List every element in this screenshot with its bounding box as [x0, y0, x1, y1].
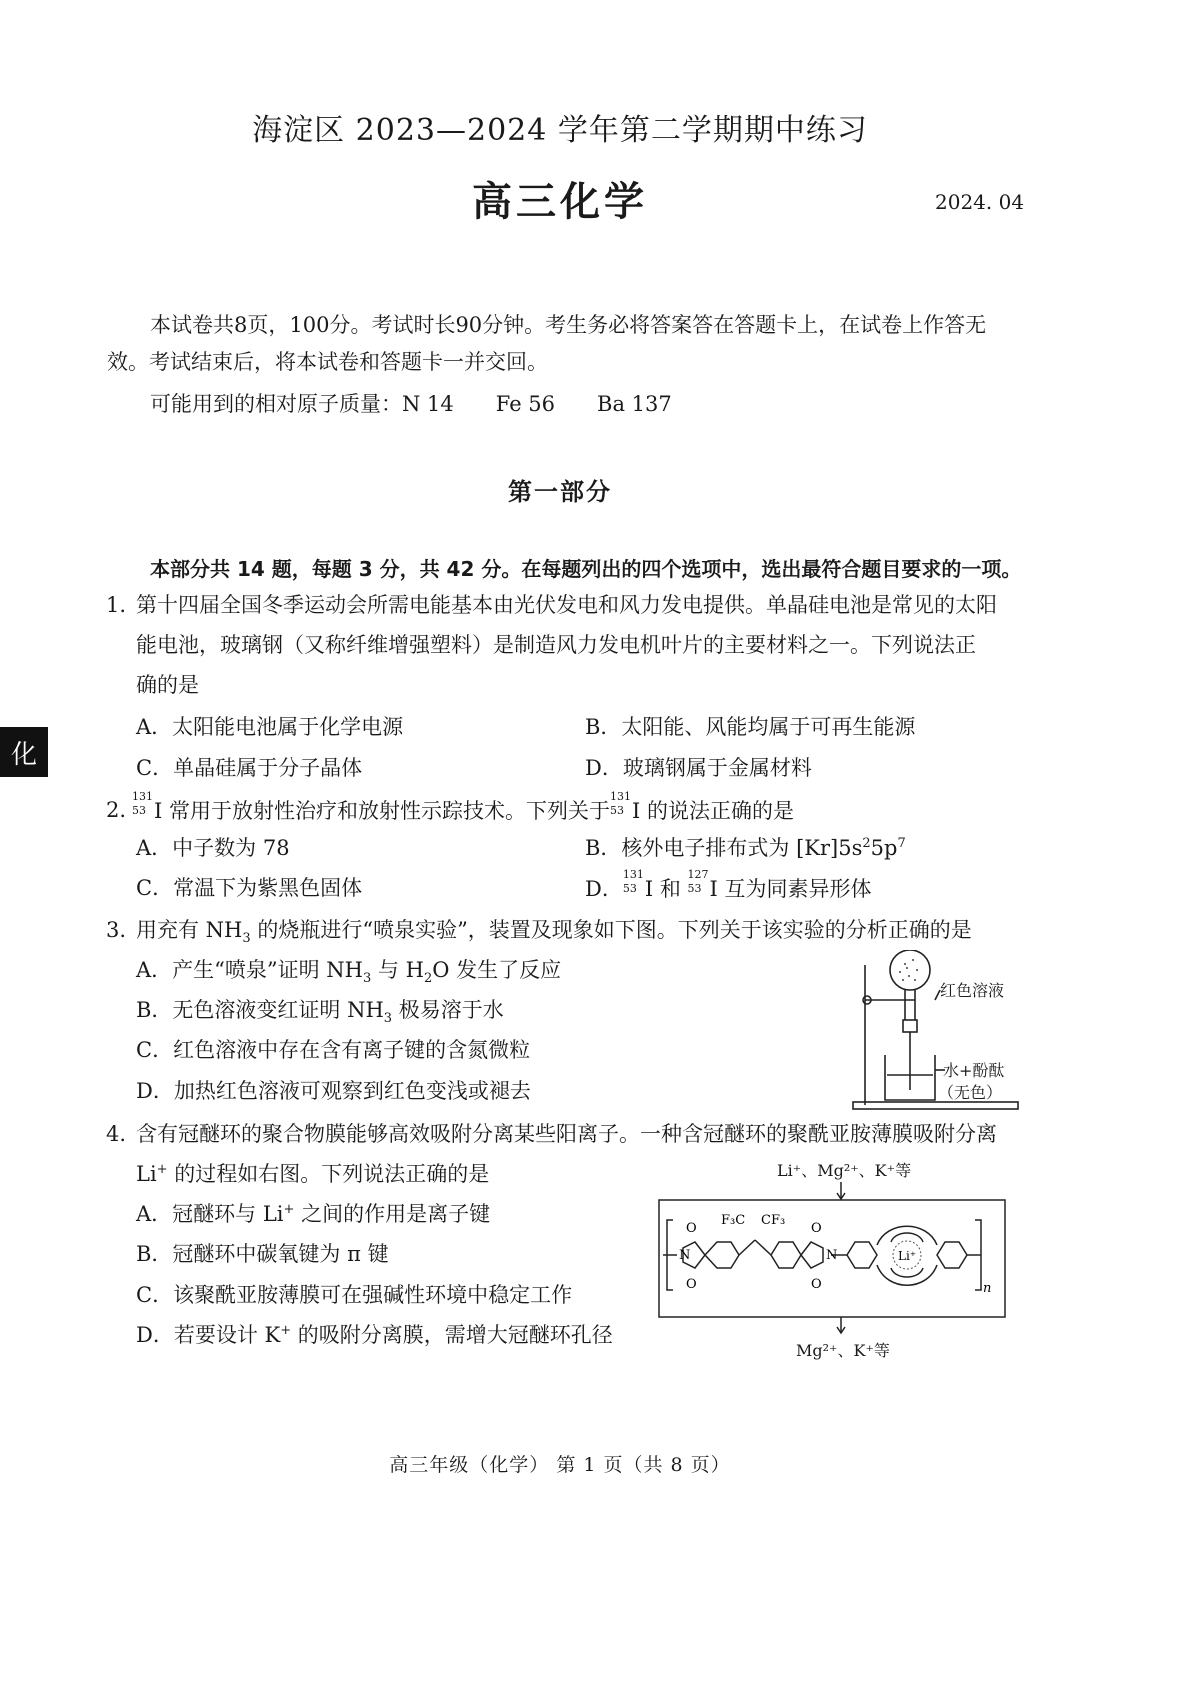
q4-option-b[interactable]: B．冠醚环中碳氧键为 π 键 [136, 1242, 389, 1266]
q2-nuclide-3: 131 53 [622, 868, 644, 895]
q2-option-a[interactable]: A．中子数为 78 [136, 836, 290, 860]
q4-option-d[interactable]: D．若要设计 K+ 的吸附分离膜，需增大冠醚环孔径 [136, 1323, 613, 1347]
q3-stem: 用充有 $NH_3$ 的烧瓶进行“喷泉实验”，装置及现象如下图。下列关于该实验的分析正确的是 [136, 918, 972, 947]
q2-nuclide-2: 131 53 [609, 790, 631, 817]
q4-option-a[interactable]: A．冠醚环与 Li+ 之间的作用是离子键 [136, 1202, 491, 1226]
li-ion-label: Li⁺ [898, 1249, 917, 1263]
q2-option-d[interactable]: D． 131 53 I 和 127 53 I 互为同素异形体 [585, 868, 872, 901]
q2-option-c[interactable]: C．常温下为紫黑色固体 [136, 876, 363, 900]
q2-number: 2. [106, 798, 127, 822]
q1-option-c[interactable]: C．单晶硅属于分子晶体 [136, 756, 363, 780]
q4-option-c[interactable]: C．该聚酰亚胺薄膜可在强碱性环境中稳定工作 [136, 1283, 573, 1307]
q2-nuclide-1: 131 53 [132, 790, 153, 817]
fig-label-water-phenolphthalein: 水+酚酞 [943, 1061, 1005, 1080]
q2-nuclide-4: 127 53 [687, 868, 709, 895]
exam-date: 2024. 04 [935, 190, 1025, 214]
flask-stopper [903, 1020, 917, 1032]
stand-base [853, 1102, 1018, 1109]
q4-stem-line-2: Li+ 的过程如右图。下列说法正确的是 [136, 1162, 490, 1186]
benzene-ring-1 [705, 1242, 739, 1268]
svg-text:O: O [686, 1221, 697, 1236]
benzene-ring-4 [937, 1242, 967, 1268]
fig-label-ions-out: Mg²⁺、K⁺等 [796, 1341, 890, 1360]
q2-option-b[interactable]: B．核外电子排布式为 $[Kr]5s^25p^7$ [585, 836, 906, 860]
intro-line-1: 本试卷共8页，100分。考试时长90分钟。考生务必将答案答在答题卡上，在试卷上作答无 [150, 313, 987, 337]
svg-text:n: n [983, 1281, 992, 1296]
q1-option-d[interactable]: D．玻璃钢属于金属材料 [585, 756, 812, 780]
atomic-mass-n: N 14 [402, 392, 454, 416]
q4-number: 4. [106, 1122, 127, 1146]
round-flask [890, 950, 930, 990]
fig-label-colorless: （无色） [938, 1083, 1003, 1102]
q1-stem-line-3: 确的是 [136, 673, 199, 697]
q3-option-b[interactable]: B．无色溶液变红证明 $NH_3$ 极易溶于水 [136, 998, 504, 1027]
q1-stem-line-1: 第十四届全国冬季运动会所需电能基本由光伏发电和风力发电提供。单晶硅电池是常见的太阳 [136, 593, 997, 617]
fig-label-red-solution: 红色溶液 [940, 981, 1005, 1000]
q3-number: 3. [106, 918, 127, 942]
q3-option-a[interactable]: A．产生“喷泉”证明 $NH_3$ 与 $H_2O$ 发生了反应 [136, 958, 562, 987]
atomic-mass-fe: Fe 56 [495, 392, 556, 416]
q1-option-b[interactable]: B．太阳能、风能均属于可再生能源 [585, 715, 916, 739]
subject-side-tab: 化 [0, 727, 48, 777]
section-title: 第一部分 [508, 478, 612, 506]
intro-line-2: 效。考试结束后，将本试卷和答题卡一并交回。 [107, 350, 548, 374]
atomic-mass-ba: Ba 137 [597, 392, 672, 416]
q3-option-c[interactable]: C．红色溶液中存在含有离子键的含氮微粒 [136, 1038, 531, 1062]
svg-text:N: N [826, 1248, 838, 1263]
q3-option-d[interactable]: D．加热红色溶液可观察到红色变浅或褪去 [136, 1079, 531, 1103]
svg-text:O: O [686, 1277, 697, 1292]
svg-text:O: O [811, 1221, 822, 1236]
crown-ether-membrane-figure [655, 1180, 1015, 1340]
imide-ring-2 [801, 1242, 823, 1268]
atomic-mass-line [150, 392, 672, 417]
crown-upper-arc [877, 1226, 937, 1245]
q1-number: 1. [106, 593, 127, 617]
q1-stem-line-2: 能电池，玻璃钢（又称纤维增强塑料）是制造风力发电机叶片的主要材料之一。下列说法正 [136, 633, 976, 657]
q2-stem: 131 53 I 常用于放射性治疗和放射性示踪技术。下列关于 131 53 I 的说法正确的是 [132, 790, 794, 823]
page-footer: 高三年级（化学） 第 1 页（共 8 页） [389, 1454, 731, 1476]
svg-text:N: N [679, 1248, 691, 1263]
svg-text:CF₃: CF₃ [761, 1213, 786, 1228]
crown-lower-arc [877, 1265, 937, 1285]
svg-text:O: O [811, 1277, 822, 1292]
fig-label-ions-in: Li⁺、Mg²⁺、K⁺等 [777, 1161, 912, 1180]
subject-title: 高三化学 [472, 179, 648, 225]
benzene-ring-2 [771, 1242, 801, 1268]
atomic-mass-label: 可能用到的相对原子质量： [150, 392, 402, 416]
q1-option-a[interactable]: A．太阳能电池属于化学电源 [136, 715, 404, 739]
benzene-ring-3 [847, 1242, 877, 1268]
q4-stem-line-1: 含有冠醚环的聚合物膜能够高效吸附分离某些阳离子。一种含冠醚环的聚酰亚胺薄膜吸附分离 [136, 1122, 997, 1146]
section-instruction: 本部分共 14 题，每题 3 分，共 42 分。在每题列出的四个选项中，选出最符合题目要求的一项。 [150, 557, 1022, 581]
svg-text:F₃C: F₃C [721, 1213, 746, 1228]
exam-title: 海淀区 2023—2024 学年第二学期期中练习 [252, 113, 868, 148]
